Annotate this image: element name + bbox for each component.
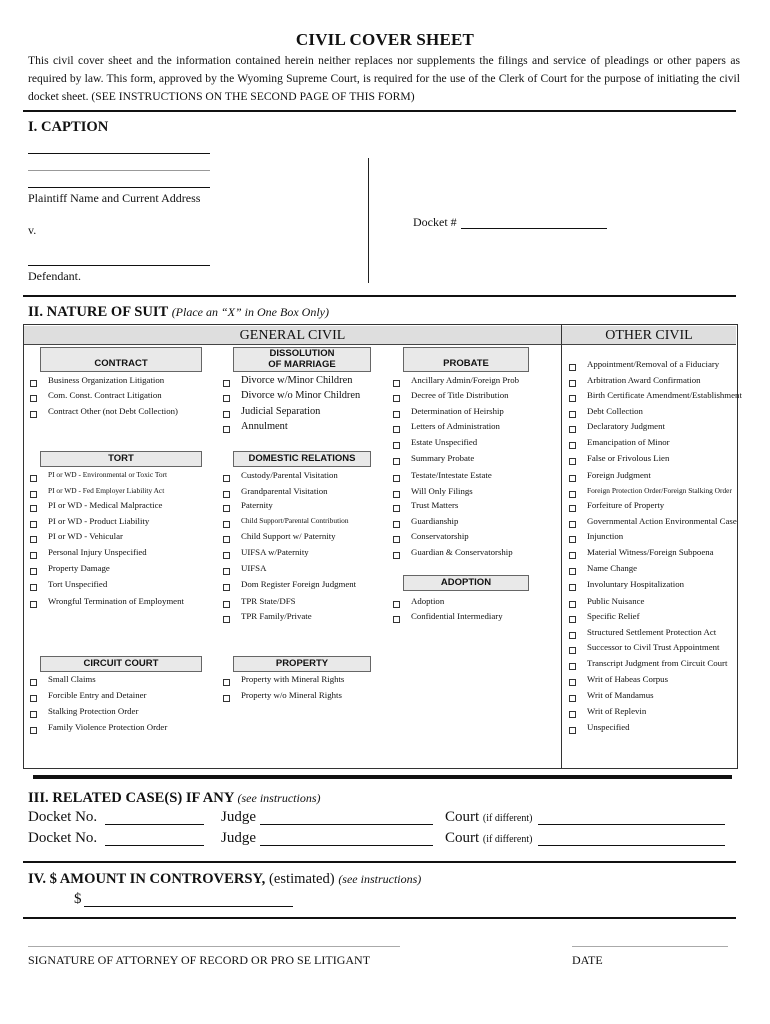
- domestic-item-label: UIFSA w/Paternity: [241, 547, 309, 557]
- tort-box: [40, 451, 202, 467]
- other-item-label: Successor to Civil Trust Appointment: [587, 642, 720, 652]
- versus-label: v.: [28, 223, 37, 237]
- circuit-checkbox[interactable]: [30, 727, 37, 734]
- contract-label: CONTRACT: [94, 358, 148, 369]
- probate-box: [403, 347, 529, 372]
- amount-heading-text: IV. $ AMOUNT IN CONTROVERSY,: [28, 871, 266, 887]
- divider: [23, 861, 736, 863]
- other-item-label: Unspecified: [587, 722, 630, 732]
- divider: [23, 917, 736, 919]
- other-checkbox[interactable]: [569, 364, 576, 371]
- nature-heading-text: II. NATURE OF SUIT: [28, 304, 169, 320]
- other-checkbox[interactable]: [569, 695, 576, 702]
- other-item-label: Foreign Protection Order/Foreign Stalking Order: [587, 486, 732, 495]
- domestic-checkbox[interactable]: [223, 521, 230, 528]
- dissolution-checkbox[interactable]: [223, 395, 230, 402]
- plaintiff-label: Plaintiff Name and Current Address: [28, 191, 201, 205]
- plaintiff-line-1[interactable]: [28, 153, 210, 154]
- other-checkbox[interactable]: [569, 458, 576, 465]
- other-item-label: Writ of Mandamus: [587, 690, 654, 700]
- domestic-item-label: Grandparental Visitation: [241, 486, 328, 496]
- adoption-checkbox[interactable]: [393, 616, 400, 623]
- tort-item-label: PI or WD - Product Liability: [48, 516, 150, 526]
- tort-checkbox[interactable]: [30, 521, 37, 528]
- other-checkbox[interactable]: [569, 491, 576, 498]
- other-checkbox[interactable]: [569, 601, 576, 608]
- domestic-item-label: UIFSA: [241, 563, 267, 573]
- tort-item-label: Tort Unspecified: [48, 579, 108, 589]
- tort-item-label: PI or WD - Environmental or Toxic Tort: [48, 470, 168, 479]
- dissolution-checkbox[interactable]: [223, 426, 230, 433]
- property-item-label: Property w/o Mineral Rights: [241, 690, 342, 700]
- probate-checkbox[interactable]: [393, 426, 400, 433]
- probate-item-label: Will Only Filings: [411, 486, 473, 496]
- court-label-text: Court: [445, 830, 480, 846]
- page-title: CIVIL COVER SHEET: [295, 30, 475, 49]
- tort-checkbox[interactable]: [30, 491, 37, 498]
- other-item-label: Foreign Judgment: [587, 470, 651, 480]
- other-item-label: Specific Relief: [587, 611, 640, 621]
- other-checkbox[interactable]: [569, 727, 576, 734]
- tort-item-label: Property Damage: [48, 563, 110, 573]
- contract-item-label: Business Organization Litigation: [48, 375, 165, 385]
- domestic-label: DOMESTIC RELATIONS: [248, 453, 356, 464]
- probate-checkbox[interactable]: [393, 380, 400, 387]
- probate-checkbox[interactable]: [393, 458, 400, 465]
- other-checkbox[interactable]: [569, 536, 576, 543]
- domestic-checkbox[interactable]: [223, 552, 230, 559]
- court-note: (if different): [482, 813, 533, 824]
- dissolution-item-label: Divorce w/Minor Children: [241, 375, 353, 386]
- plaintiff-line-3[interactable]: [28, 187, 210, 188]
- contract-checkbox[interactable]: [30, 411, 37, 418]
- court-label-1: [445, 809, 532, 826]
- general-civil-header: GENERAL CIVIL: [24, 326, 561, 345]
- court-label-2: [445, 830, 532, 847]
- other-checkbox[interactable]: [569, 679, 576, 686]
- contract-box: [40, 347, 202, 372]
- probate-item-label: Conservatorship: [411, 531, 469, 541]
- circuit-checkbox[interactable]: [30, 711, 37, 718]
- tort-checkbox[interactable]: [30, 552, 37, 559]
- judge-field-2[interactable]: [260, 845, 433, 846]
- other-checkbox[interactable]: [569, 663, 576, 670]
- other-checkbox[interactable]: [569, 647, 576, 654]
- other-checkbox[interactable]: [569, 711, 576, 718]
- other-checkbox[interactable]: [569, 568, 576, 575]
- other-item-label: Writ of Replevin: [587, 706, 647, 716]
- other-item-label: Writ of Habeas Corpus: [587, 674, 668, 684]
- circuit-checkbox[interactable]: [30, 695, 37, 702]
- court-note: (if different): [482, 834, 533, 845]
- domestic-checkbox[interactable]: [223, 568, 230, 575]
- court-label-text: Court: [445, 809, 480, 825]
- dissolution-label-2: OF MARRIAGE: [268, 359, 336, 370]
- contract-checkbox[interactable]: [30, 380, 37, 387]
- other-item-label: Injunction: [587, 531, 624, 541]
- domestic-checkbox[interactable]: [223, 505, 230, 512]
- amount-field[interactable]: [84, 906, 293, 907]
- probate-item-label: Testate/Intestate Estate: [411, 470, 492, 480]
- probate-item-label: Determination of Heirship: [411, 406, 504, 416]
- other-item-label: Birth Certificate Amendment/Establishment: [587, 390, 742, 400]
- tort-item-label: Wrongful Termination of Employment: [48, 596, 184, 606]
- tort-checkbox[interactable]: [30, 536, 37, 543]
- docket-no-field-2[interactable]: [105, 845, 204, 846]
- tort-checkbox[interactable]: [30, 475, 37, 482]
- probate-checkbox[interactable]: [393, 552, 400, 559]
- other-item-label: Declaratory Judgment: [587, 421, 665, 431]
- other-checkbox[interactable]: [569, 426, 576, 433]
- dissolution-box: [233, 347, 371, 372]
- related-heading-note: (see instructions): [237, 791, 321, 805]
- dissolution-checkbox[interactable]: [223, 380, 230, 387]
- amount-heading-note: (see instructions): [338, 872, 422, 886]
- other-checkbox[interactable]: [569, 395, 576, 402]
- court-field-1[interactable]: [538, 824, 725, 825]
- other-checkbox[interactable]: [569, 505, 576, 512]
- other-checkbox[interactable]: [569, 632, 576, 639]
- date-label: DATE: [572, 953, 603, 967]
- probate-item-label: Summary Probate: [411, 453, 475, 463]
- nature-heading: [28, 304, 329, 321]
- related-heading-text: III. RELATED CASE(S) IF ANY: [28, 790, 234, 806]
- domestic-checkbox[interactable]: [223, 536, 230, 543]
- tort-checkbox[interactable]: [30, 505, 37, 512]
- caption-heading: I. CAPTION: [28, 119, 109, 135]
- domestic-checkbox[interactable]: [223, 616, 230, 623]
- tort-checkbox[interactable]: [30, 568, 37, 575]
- tort-label: TORT: [108, 453, 134, 464]
- judge-label-1: Judge: [221, 809, 256, 825]
- circuit-item-label: Small Claims: [48, 674, 96, 684]
- domestic-checkbox[interactable]: [223, 601, 230, 608]
- probate-item-label: Estate Unspecified: [411, 437, 478, 447]
- divider: [23, 110, 736, 112]
- other-item-label: Involuntary Hospitalization: [587, 579, 684, 589]
- other-checkbox[interactable]: [569, 584, 576, 591]
- contract-item-label: Com. Const. Contract Litigation: [48, 390, 162, 400]
- divider: [33, 775, 732, 779]
- other-item-label: Transcript Judgment from Circuit Court: [587, 658, 728, 668]
- docket-label: Docket #: [413, 215, 457, 229]
- other-item-label: Governmental Action Environmental Case: [587, 516, 737, 526]
- dissolution-checkbox[interactable]: [223, 411, 230, 418]
- property-item-label: Property with Mineral Rights: [241, 674, 345, 684]
- probate-checkbox[interactable]: [393, 442, 400, 449]
- dissolution-label-1: DISSOLUTION: [269, 348, 335, 359]
- dissolution-item-label: Divorce w/o Minor Children: [241, 390, 361, 401]
- defendant-line[interactable]: [28, 265, 210, 266]
- court-field-2[interactable]: [538, 845, 725, 846]
- probate-checkbox[interactable]: [393, 475, 400, 482]
- intro-text: This civil cover sheet and the information contained herein neither replaces nor supplements the filings and service of pleadings or other papers as required by law. This form, approved by the Wyoming Supreme Court, is required for the use of the Clerk of Court for the purpose of initiating the civil docket sheet. (SEE INSTRUCTIONS ON THE SECOND PAGE OF THIS FORM): [28, 54, 740, 103]
- judge-label-2: Judge: [221, 830, 256, 846]
- adoption-checkbox[interactable]: [393, 601, 400, 608]
- probate-checkbox[interactable]: [393, 411, 400, 418]
- other-item-label: Debt Collection: [587, 406, 643, 416]
- docket-no-label-2: Docket No.: [28, 830, 98, 846]
- probate-item-label: Decree of Title Distribution: [411, 390, 509, 400]
- probate-checkbox[interactable]: [393, 395, 400, 402]
- other-item-label: Structured Settlement Protection Act: [587, 627, 717, 637]
- divider: [23, 295, 736, 297]
- domestic-item-label: TPR Family/Private: [241, 611, 312, 621]
- contract-item-label: Contract Other (not Debt Collection): [48, 406, 178, 416]
- adoption-item-label: Adoption: [411, 596, 445, 606]
- adoption-label: ADOPTION: [440, 577, 492, 588]
- tort-item-label: PI or WD - Fed Employer Liability Act: [48, 486, 165, 495]
- circuit-label: CIRCUIT COURT: [83, 658, 159, 669]
- amount-heading: [28, 871, 421, 888]
- docket-field[interactable]: [461, 228, 607, 229]
- dissolution-item-label: Annulment: [241, 421, 288, 432]
- probate-checkbox[interactable]: [393, 536, 400, 543]
- defendant-label: Defendant.: [28, 269, 81, 283]
- tort-item-label: Personal Injury Unspecified: [48, 547, 147, 557]
- other-civil-header: OTHER CIVIL: [562, 326, 736, 345]
- dissolution-item-label: Judicial Separation: [241, 406, 321, 417]
- probate-item-label: Letters of Administration: [411, 421, 500, 431]
- other-item-label: Name Change: [587, 563, 638, 573]
- probate-label: PROBATE: [443, 358, 489, 369]
- nature-heading-note: (Place an “X” in One Box Only): [171, 305, 329, 319]
- other-item-label: Emancipation of Minor: [587, 437, 670, 447]
- other-item-label: Material Witness/Foreign Subpoena: [587, 547, 714, 557]
- other-checkbox[interactable]: [569, 521, 576, 528]
- docket-no-field-1[interactable]: [105, 824, 204, 825]
- tort-checkbox[interactable]: [30, 584, 37, 591]
- domestic-checkbox[interactable]: [223, 475, 230, 482]
- other-item-label: Appointment/Removal of a Fiduciary: [587, 359, 720, 369]
- other-checkbox[interactable]: [569, 475, 576, 482]
- circuit-item-label: Family Violence Protection Order: [48, 722, 168, 732]
- domestic-item-label: TPR State/DFS: [241, 596, 296, 606]
- domestic-item-label: Child Support w/ Paternity: [241, 531, 336, 541]
- other-item-label: False or Frivolous Lien: [587, 453, 670, 463]
- other-checkbox[interactable]: [569, 552, 576, 559]
- probate-item-label: Guardianship: [411, 516, 459, 526]
- probate-item-label: Guardian & Conservatorship: [411, 547, 513, 557]
- contract-checkbox[interactable]: [30, 395, 37, 402]
- domestic-item-label: Paternity: [241, 500, 273, 510]
- caption-divider: [368, 158, 369, 283]
- other-checkbox[interactable]: [569, 442, 576, 449]
- property-label: PROPERTY: [275, 658, 329, 669]
- circuit-item-label: Stalking Protection Order: [48, 706, 139, 716]
- domestic-box: [233, 451, 371, 467]
- adoption-item-label: Confidential Intermediary: [411, 611, 503, 621]
- other-checkbox[interactable]: [569, 411, 576, 418]
- other-item-label: Public Nuisance: [587, 596, 645, 606]
- domestic-item-label: Child Support/Parental Contribution: [241, 516, 349, 525]
- property-checkbox[interactable]: [223, 695, 230, 702]
- probate-checkbox[interactable]: [393, 505, 400, 512]
- adoption-box: [403, 575, 529, 591]
- other-checkbox[interactable]: [569, 616, 576, 623]
- circuit-checkbox[interactable]: [30, 679, 37, 686]
- circuit-item-label: Forcible Entry and Detainer: [48, 690, 147, 700]
- circuit-box: [40, 656, 202, 672]
- signature-field[interactable]: [28, 946, 400, 947]
- domestic-checkbox[interactable]: [223, 584, 230, 591]
- tort-checkbox[interactable]: [30, 601, 37, 608]
- domestic-item-label: Dom Register Foreign Judgment: [241, 579, 357, 589]
- probate-checkbox[interactable]: [393, 491, 400, 498]
- plaintiff-line-2[interactable]: [28, 170, 210, 171]
- judge-field-1[interactable]: [260, 824, 433, 825]
- probate-item-label: Trust Matters: [411, 500, 459, 510]
- tort-item-label: PI or WD - Medical Malpractice: [48, 500, 163, 510]
- date-field[interactable]: [572, 946, 728, 947]
- other-item-label: Arbitration Award Confirmation: [587, 375, 701, 385]
- property-checkbox[interactable]: [223, 679, 230, 686]
- domestic-checkbox[interactable]: [223, 491, 230, 498]
- signature-label: SIGNATURE OF ATTORNEY OF RECORD OR PRO SE LITIGANT: [28, 953, 371, 967]
- probate-item-label: Ancillary Admin/Foreign Prob: [411, 375, 519, 385]
- dollar-sign: $: [74, 891, 82, 907]
- docket-no-label-1: Docket No.: [28, 809, 98, 825]
- property-box: [233, 656, 371, 672]
- other-item-label: Forfeiture of Property: [587, 500, 665, 510]
- amount-estimated: (estimated): [269, 871, 335, 887]
- column-divider: [561, 324, 562, 768]
- domestic-item-label: Custody/Parental Visitation: [241, 470, 338, 480]
- other-checkbox[interactable]: [569, 380, 576, 387]
- probate-checkbox[interactable]: [393, 521, 400, 528]
- related-heading: [28, 790, 321, 807]
- tort-item-label: PI or WD - Vehicular: [48, 531, 123, 541]
